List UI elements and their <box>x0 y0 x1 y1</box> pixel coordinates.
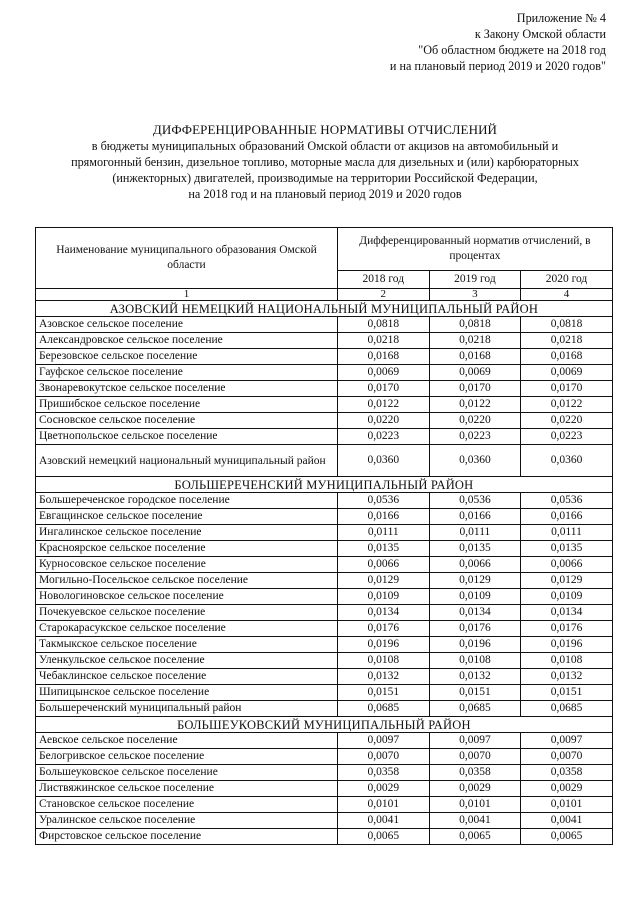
norm-value-2019: 0,0066 <box>429 557 521 573</box>
table-header <box>36 228 613 301</box>
document-title: ДИФФЕРЕНЦИРОВАННЫЕ НОРМАТИВЫ ОТЧИСЛЕНИЙ <box>152 122 498 137</box>
norm-value-2018: 0,0135 <box>338 541 430 557</box>
table-row <box>36 349 613 365</box>
norm-value-2020: 0,0223 <box>521 429 613 445</box>
table-row <box>36 765 613 781</box>
column-number-2: 2 <box>338 289 430 301</box>
table-row <box>36 701 613 717</box>
norm-value-2019: 0,0818 <box>429 317 521 333</box>
table-row <box>36 781 613 797</box>
table-row <box>36 365 613 381</box>
table-row <box>36 557 613 573</box>
annex-line-3: "Об областном бюджете на 2018 год <box>418 43 606 57</box>
norm-value-2019: 0,0101 <box>429 797 521 813</box>
norm-value-2018: 0,0132 <box>338 669 430 685</box>
norm-value-2019: 0,0151 <box>429 685 521 701</box>
norm-value-2018: 0,0111 <box>338 525 430 541</box>
norm-value-2019: 0,0685 <box>429 701 521 717</box>
norm-value-2019: 0,0111 <box>429 525 521 541</box>
norm-value-2020: 0,0536 <box>521 493 613 509</box>
norm-value-2020: 0,0218 <box>521 333 613 349</box>
norm-value-2020: 0,0070 <box>521 749 613 765</box>
table-row <box>36 493 613 509</box>
norm-value-2019: 0,0170 <box>429 381 521 397</box>
heading-line-3: (инжекторных) двигателей, производимые на территории Российской Федерации, <box>112 171 538 185</box>
norm-value-2018: 0,0066 <box>338 557 430 573</box>
norm-value-2020: 0,0176 <box>521 621 613 637</box>
table-row <box>36 669 613 685</box>
annex-line-2: к Закону Омской области <box>474 27 606 41</box>
norm-value-2020: 0,0135 <box>521 541 613 557</box>
norm-value-2018: 0,0358 <box>338 765 430 781</box>
norm-value-2018: 0,0108 <box>338 653 430 669</box>
norm-value-2018: 0,0029 <box>338 781 430 797</box>
district-name: БОЛЬШЕУКОВСКИЙ МУНИЦИПАЛЬНЫЙ РАЙОН <box>36 717 613 733</box>
municipality-name: Азовское сельское поселение <box>36 317 338 333</box>
norm-value-2020: 0,0066 <box>521 557 613 573</box>
norm-value-2018: 0,0818 <box>338 317 430 333</box>
municipality-name: Александровское сельское поселение <box>36 333 338 349</box>
norm-value-2020: 0,0685 <box>521 701 613 717</box>
municipality-name: Сосновское сельское поселение <box>36 413 338 429</box>
norm-value-2019: 0,0069 <box>429 365 521 381</box>
municipality-name: Новологиновское сельское поселение <box>36 589 338 605</box>
table-row <box>36 621 613 637</box>
norm-value-2020: 0,0069 <box>521 365 613 381</box>
norm-value-2020: 0,0134 <box>521 605 613 621</box>
norm-value-2019: 0,0122 <box>429 397 521 413</box>
municipality-name: Старокарасукское сельское поселение <box>36 621 338 637</box>
norm-value-2018: 0,0220 <box>338 413 430 429</box>
norm-value-2020: 0,0101 <box>521 797 613 813</box>
norm-value-2018: 0,0536 <box>338 493 430 509</box>
norm-value-2018: 0,0218 <box>338 333 430 349</box>
municipality-name: Цветнопольское сельское поселение <box>36 429 338 445</box>
norm-value-2020: 0,0097 <box>521 733 613 749</box>
municipality-name: Аевское сельское поселение <box>36 733 338 749</box>
municipality-name: Такмыкское сельское поселение <box>36 637 338 653</box>
municipality-name: Становское сельское поселение <box>36 797 338 813</box>
norm-value-2019: 0,0166 <box>429 509 521 525</box>
table-row <box>36 605 613 621</box>
norm-value-2019: 0,0135 <box>429 541 521 557</box>
municipality-column-header: Наименование муниципального образования Омской области <box>36 228 338 289</box>
norm-value-2020: 0,0151 <box>521 685 613 701</box>
column-number-3: 3 <box>429 289 521 301</box>
norm-value-2020: 0,0170 <box>521 381 613 397</box>
norm-value-2020: 0,0109 <box>521 589 613 605</box>
norm-value-2019: 0,0218 <box>429 333 521 349</box>
municipality-name: Уралинское сельское поселение <box>36 813 338 829</box>
norm-value-2018: 0,0168 <box>338 349 430 365</box>
column-number-1: 1 <box>36 289 338 301</box>
table-row <box>36 813 613 829</box>
municipality-name: Большереченский муниципальный район <box>36 701 338 717</box>
heading-line-1: в бюджеты муниципальных образований Омской области от акцизов на автомобильный и <box>91 139 559 153</box>
municipality-name: Большереченское городское поселение <box>36 493 338 509</box>
norm-value-2018: 0,0170 <box>338 381 430 397</box>
norm-value-2019: 0,0129 <box>429 573 521 589</box>
norm-value-2019: 0,0176 <box>429 621 521 637</box>
document-heading <box>30 122 620 202</box>
table-row <box>36 397 613 413</box>
table-row <box>36 733 613 749</box>
norm-value-2019: 0,0536 <box>429 493 521 509</box>
heading-line-4: на 2018 год и на плановый период 2019 и 2020 годов <box>188 187 462 201</box>
district-name: АЗОВСКИЙ НЕМЕЦКИЙ НАЦИОНАЛЬНЫЙ МУНИЦИПАЛЬНЫЙ РАЙОН <box>36 301 613 317</box>
municipality-name: Фирстовское сельское поселение <box>36 829 338 845</box>
district-header-row <box>36 301 613 317</box>
norm-value-2020: 0,0129 <box>521 573 613 589</box>
norm-value-2020: 0,0196 <box>521 637 613 653</box>
norm-value-2020: 0,0818 <box>521 317 613 333</box>
heading-line-2: прямогонный бензин, дизельное топливо, моторные масла для дизельных и (или) карбюраторных <box>71 155 579 169</box>
norm-value-2019: 0,0070 <box>429 749 521 765</box>
norm-value-2020: 0,0065 <box>521 829 613 845</box>
norm-value-2019: 0,0109 <box>429 589 521 605</box>
norm-value-2019: 0,0029 <box>429 781 521 797</box>
norm-value-2018: 0,0101 <box>338 797 430 813</box>
norm-value-2019: 0,0065 <box>429 829 521 845</box>
norm-value-2018: 0,0070 <box>338 749 430 765</box>
norm-value-2020: 0,0358 <box>521 765 613 781</box>
table-row <box>36 589 613 605</box>
table-row <box>36 829 613 845</box>
norm-value-2018: 0,0129 <box>338 573 430 589</box>
norm-value-2020: 0,0122 <box>521 397 613 413</box>
table-row <box>36 413 613 429</box>
table-row <box>36 541 613 557</box>
municipality-name: Ингалинское сельское поселение <box>36 525 338 541</box>
norm-value-2020: 0,0360 <box>521 445 613 477</box>
norm-value-2018: 0,0041 <box>338 813 430 829</box>
municipality-name: Почекуевское сельское поселение <box>36 605 338 621</box>
municipality-name: Красноярское сельское поселение <box>36 541 338 557</box>
norm-value-2019: 0,0134 <box>429 605 521 621</box>
norm-value-2018: 0,0065 <box>338 829 430 845</box>
table-row <box>36 445 613 477</box>
municipality-name: Пришибское сельское поселение <box>36 397 338 413</box>
norm-value-2020: 0,0168 <box>521 349 613 365</box>
norm-value-2020: 0,0166 <box>521 509 613 525</box>
municipality-name: Уленкульское сельское поселение <box>36 653 338 669</box>
norm-value-2018: 0,0223 <box>338 429 430 445</box>
norm-value-2019: 0,0041 <box>429 813 521 829</box>
municipality-name: Евгащинское сельское поселение <box>36 509 338 525</box>
norm-value-2019: 0,0108 <box>429 653 521 669</box>
annex-reference <box>286 10 606 74</box>
municipality-name: Звонаревокутское сельское поселение <box>36 381 338 397</box>
municipality-name: Гауфское сельское поселение <box>36 365 338 381</box>
table-row <box>36 749 613 765</box>
norm-value-2019: 0,0196 <box>429 637 521 653</box>
table-row <box>36 381 613 397</box>
norm-value-2019: 0,0358 <box>429 765 521 781</box>
municipality-name: Белогривское сельское поселение <box>36 749 338 765</box>
municipality-name: Чебаклинское сельское поселение <box>36 669 338 685</box>
norm-value-2019: 0,0168 <box>429 349 521 365</box>
district-header-row <box>36 477 613 493</box>
norm-value-2018: 0,0196 <box>338 637 430 653</box>
table-row <box>36 333 613 349</box>
norm-value-2020: 0,0029 <box>521 781 613 797</box>
norm-value-2018: 0,0151 <box>338 685 430 701</box>
norm-value-2019: 0,0220 <box>429 413 521 429</box>
table-row <box>36 317 613 333</box>
norm-value-2018: 0,0069 <box>338 365 430 381</box>
norm-value-2020: 0,0132 <box>521 669 613 685</box>
norms-table <box>35 227 613 845</box>
table-row <box>36 685 613 701</box>
norm-value-2018: 0,0176 <box>338 621 430 637</box>
norm-value-2020: 0,0111 <box>521 525 613 541</box>
norm-value-2019: 0,0223 <box>429 429 521 445</box>
municipality-name: Березовское сельское поселение <box>36 349 338 365</box>
norm-value-2018: 0,0134 <box>338 605 430 621</box>
norm-value-2020: 0,0108 <box>521 653 613 669</box>
table-row <box>36 637 613 653</box>
table-row <box>36 653 613 669</box>
norm-group-header: Дифференцированный норматив отчислений, в процентах <box>338 228 613 271</box>
norm-value-2018: 0,0360 <box>338 445 430 477</box>
municipality-name: Азовский немецкий национальный муниципальный район <box>36 445 338 477</box>
annex-line-1: Приложение № 4 <box>516 11 606 25</box>
column-number-4: 4 <box>521 289 613 301</box>
norm-value-2018: 0,0685 <box>338 701 430 717</box>
annex-line-4: и на плановый период 2019 и 2020 годов" <box>389 59 606 73</box>
norm-value-2019: 0,0097 <box>429 733 521 749</box>
municipality-name: Могильно-Посельское сельское поселение <box>36 573 338 589</box>
norm-value-2018: 0,0097 <box>338 733 430 749</box>
norm-value-2018: 0,0122 <box>338 397 430 413</box>
table-row <box>36 429 613 445</box>
table-row <box>36 525 613 541</box>
norm-value-2020: 0,0041 <box>521 813 613 829</box>
municipality-name: Большеуковское сельское поселение <box>36 765 338 781</box>
table-row <box>36 797 613 813</box>
table-body <box>36 301 613 845</box>
norm-value-2018: 0,0166 <box>338 509 430 525</box>
norm-value-2018: 0,0109 <box>338 589 430 605</box>
norm-value-2019: 0,0360 <box>429 445 521 477</box>
norm-value-2019: 0,0132 <box>429 669 521 685</box>
district-name: БОЛЬШЕРЕЧЕНСКИЙ МУНИЦИПАЛЬНЫЙ РАЙОН <box>36 477 613 493</box>
municipality-name: Шипицынское сельское поселение <box>36 685 338 701</box>
table-row <box>36 509 613 525</box>
municipality-name: Листвяжинское сельское поселение <box>36 781 338 797</box>
year-2018-header: 2018 год <box>338 270 430 288</box>
municipality-name: Курносовское сельское поселение <box>36 557 338 573</box>
year-2020-header: 2020 год <box>521 270 613 288</box>
year-2019-header: 2019 год <box>429 270 521 288</box>
norm-value-2020: 0,0220 <box>521 413 613 429</box>
table-row <box>36 573 613 589</box>
district-header-row <box>36 717 613 733</box>
